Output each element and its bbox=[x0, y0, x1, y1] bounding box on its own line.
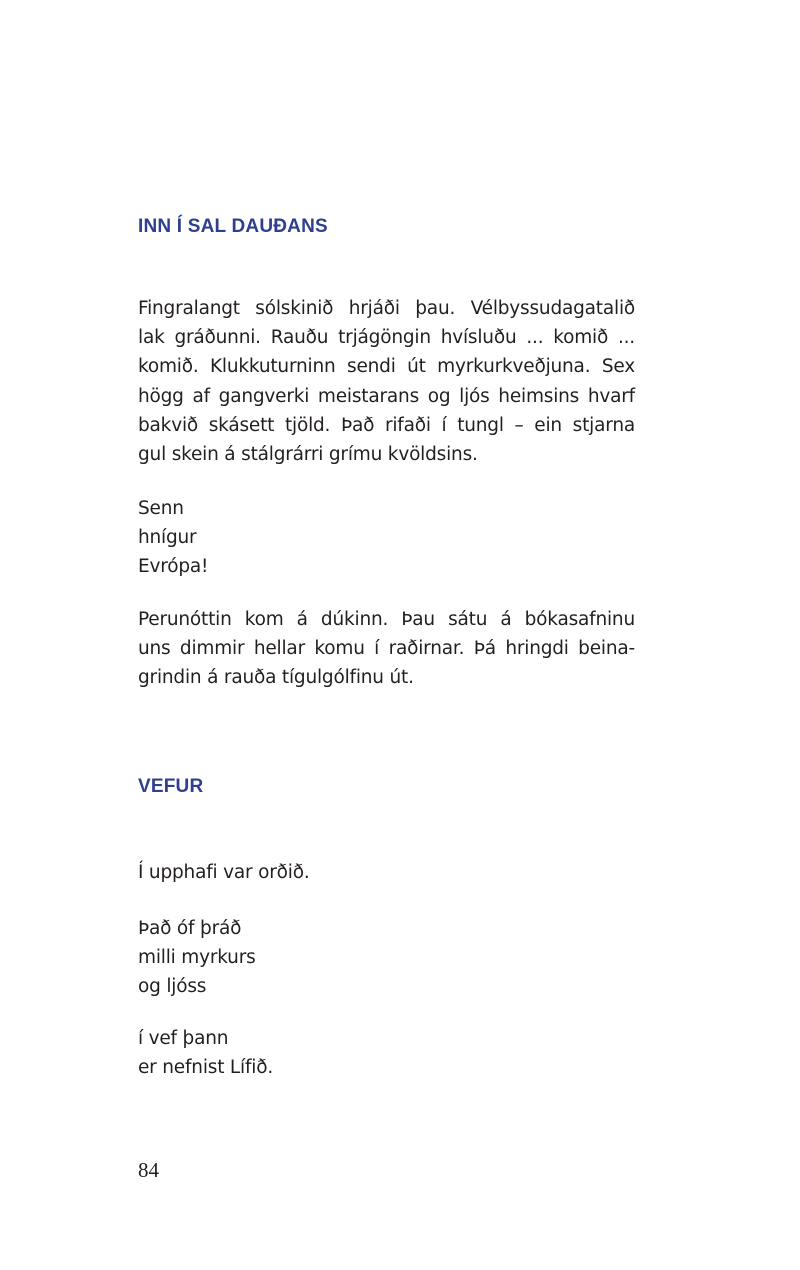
verse-senn-hnigur bbox=[138, 494, 208, 582]
prose-paragraph-2 bbox=[138, 605, 635, 693]
paragraph-line: uns dimmir hellar komu í raðirnar. Þá hringdi beina- bbox=[138, 638, 635, 660]
verse-line: í vef þann bbox=[138, 1028, 229, 1049]
paragraph-line: Fingralangt sólskinið hrjáði þau. Vélbyssudagatalið bbox=[138, 298, 635, 319]
paragraph-line: lak gráðunni. Rauðu trjágöngin hvísluðu ... komið ... bbox=[138, 327, 635, 349]
verse-line: og ljóss bbox=[138, 976, 207, 998]
section-title-vefur: VEFUR bbox=[138, 776, 204, 797]
paragraph-line: grindin á rauða tígulgólfinu út. bbox=[138, 667, 414, 689]
verse-line: hnígur bbox=[138, 527, 197, 549]
poem-stanza-2 bbox=[138, 1024, 273, 1082]
verse-line: Senn bbox=[138, 498, 184, 519]
verse-line: er nefnist Lífið. bbox=[138, 1057, 274, 1079]
verse-line: Það óf þráð bbox=[138, 918, 242, 939]
paragraph-line: komið. Klukkuturninn sendi út myrkurkveðjuna. Sex bbox=[138, 356, 635, 378]
prose-paragraph-1 bbox=[138, 294, 635, 469]
verse-line: Í upphafi var orðið. bbox=[138, 862, 310, 883]
paragraph-line: bakvið skásett tjöld. Það rifaði í tungl – ein stjarna bbox=[138, 414, 635, 436]
verse-line: Evrópa! bbox=[138, 556, 209, 578]
verse-line: milli myrkurs bbox=[138, 947, 256, 969]
paragraph-line: gul skein á stálgrárri grímu kvöldsins. bbox=[138, 444, 478, 466]
poem-opening-line bbox=[138, 858, 310, 887]
page-number: 84 bbox=[138, 1158, 159, 1182]
section-title-inn-i-sal-daudans: INN Í SAL DAUÐANS bbox=[138, 216, 328, 237]
paragraph-line: högg af gangverki meistarans og ljós heimsins hvarf bbox=[138, 385, 635, 407]
poem-stanza-1 bbox=[138, 914, 256, 1002]
paragraph-line: Perunóttin kom á dúkinn. Þau sátu á bókasafninu bbox=[138, 609, 635, 630]
